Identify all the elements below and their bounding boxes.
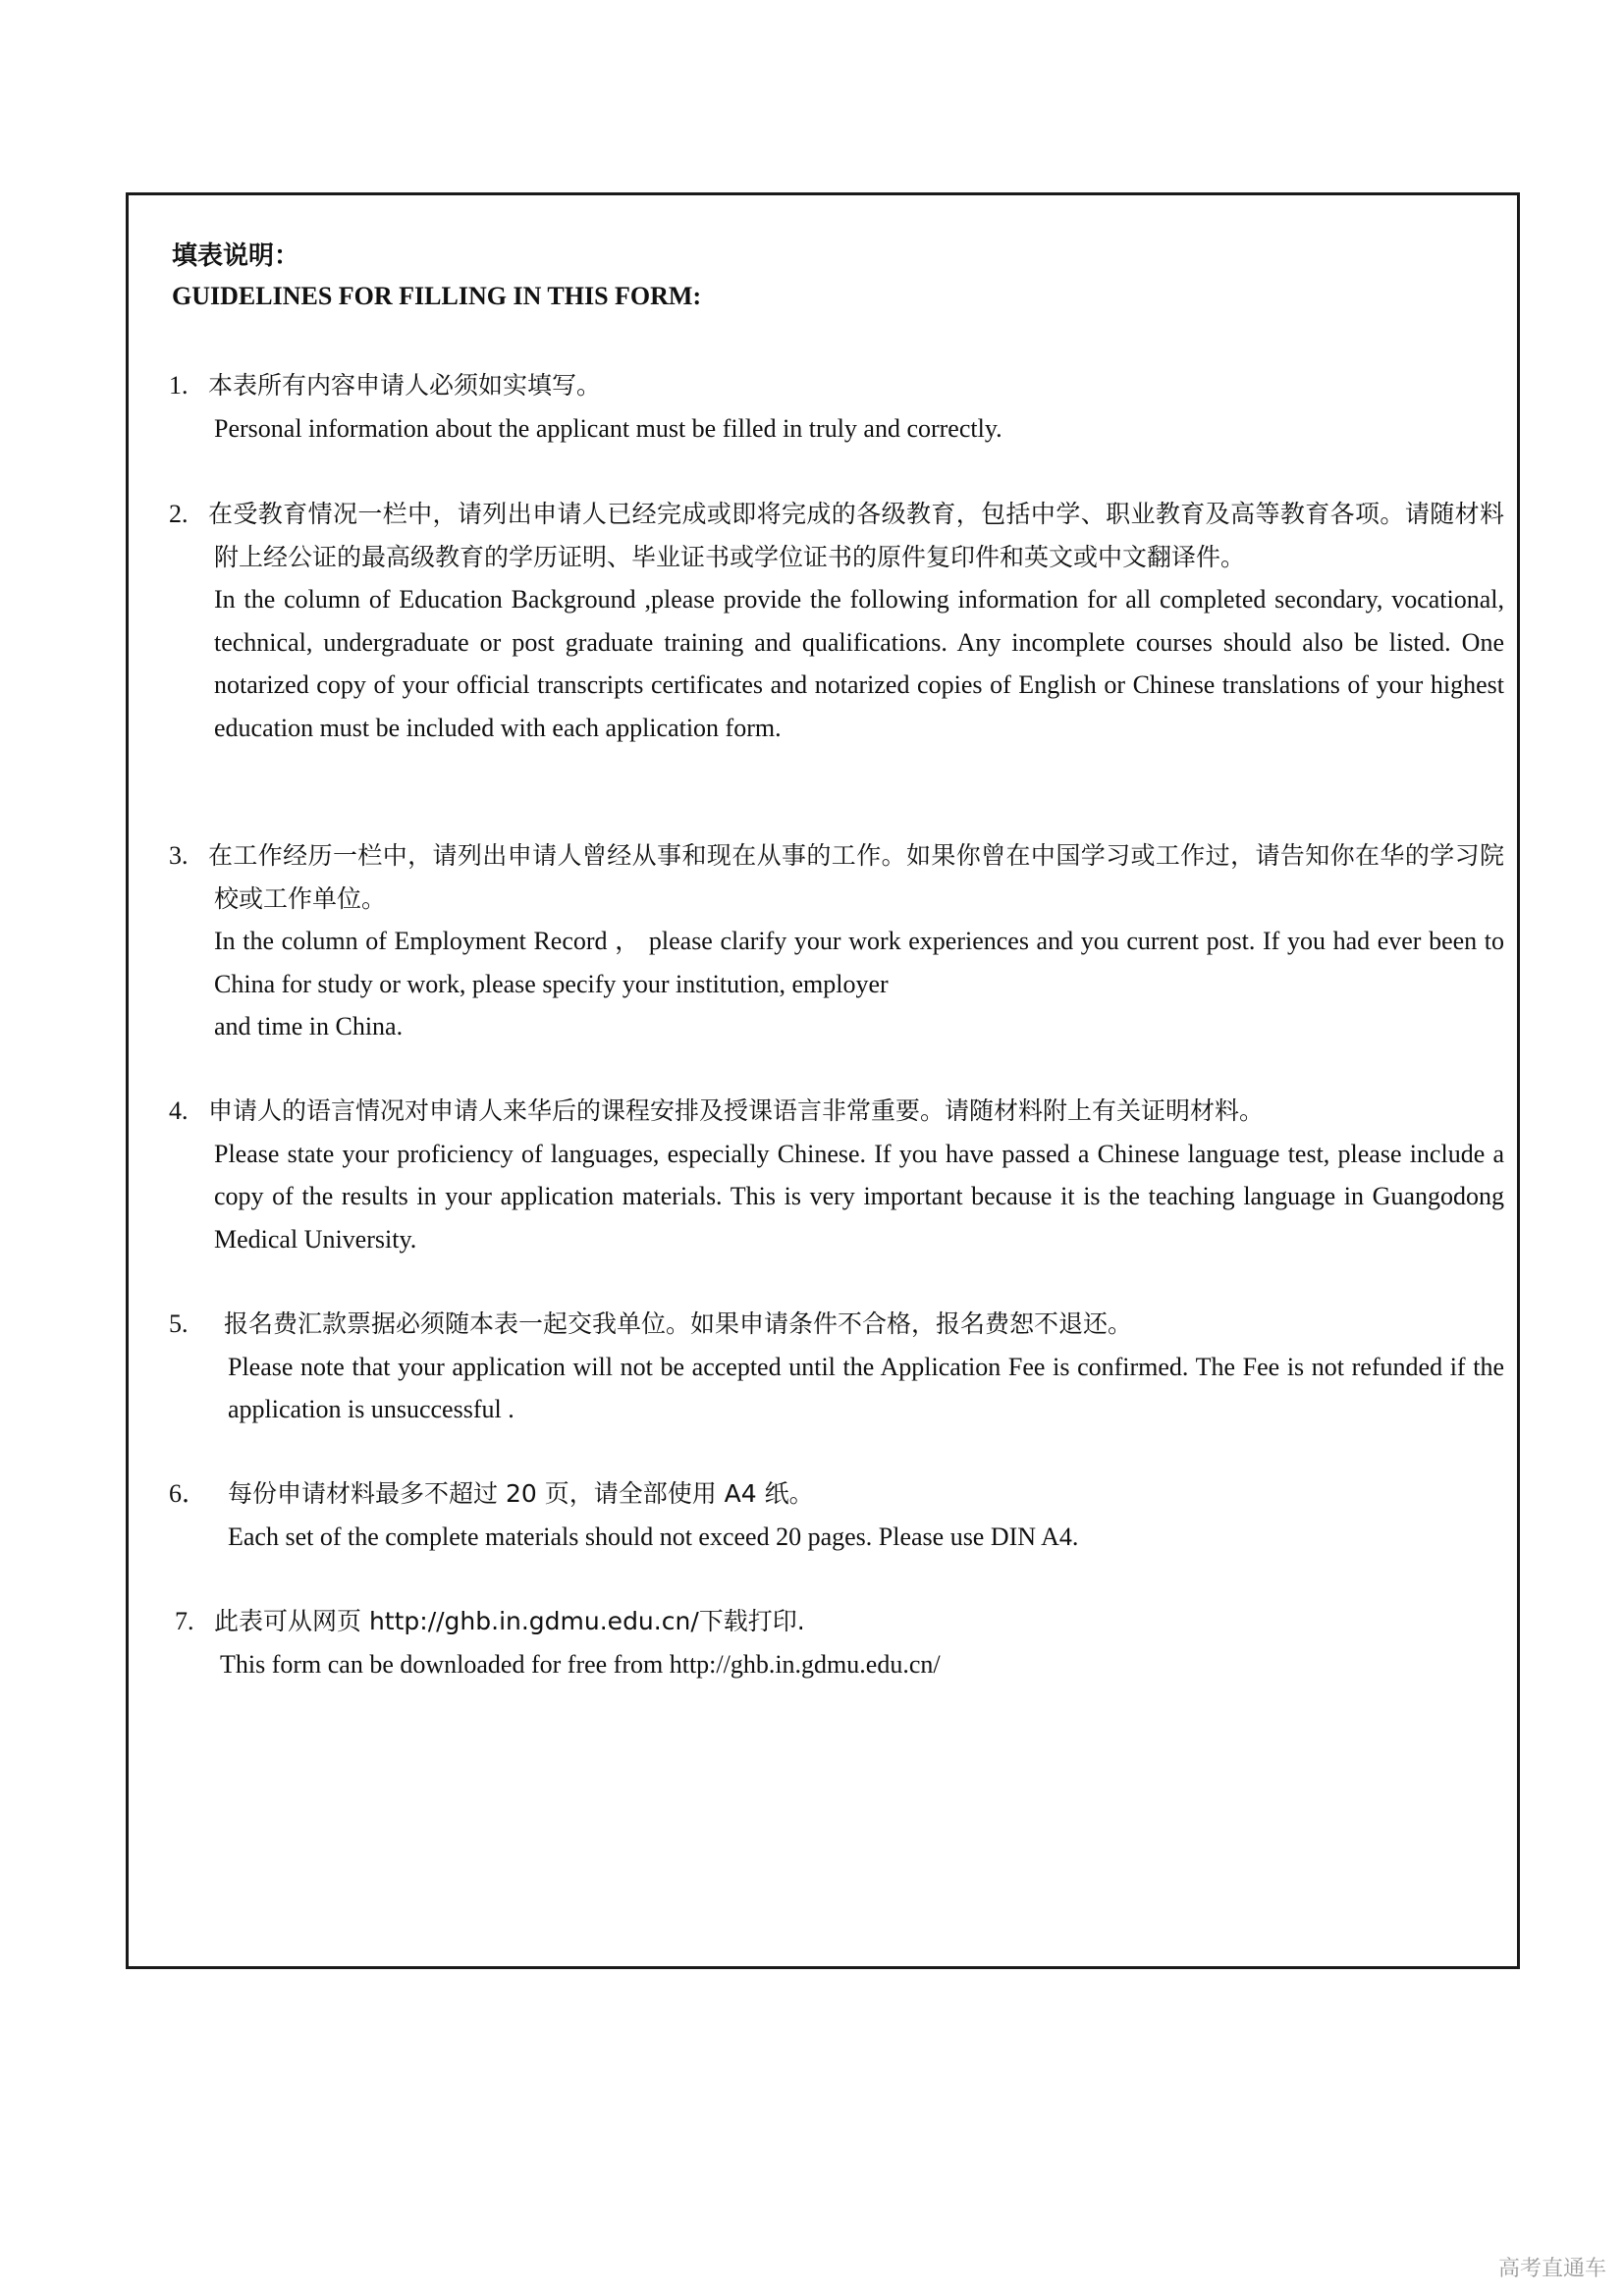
item-chinese-text: 此表可从网页 http://ghb.in.gdmu.edu.cn/下载打印. [214,1607,805,1635]
item-number: 5. [169,1309,189,1338]
item-chinese-text: 每份申请材料最多不超过 20 页，请全部使用 A4 纸。 [228,1479,814,1508]
guideline-item-7 [175,1600,1510,1685]
guideline-item-2 [169,493,1504,749]
heading-english: GUIDELINES FOR FILLING IN THIS FORM: [172,282,702,310]
guideline-item-6 [169,1472,1504,1558]
item-english-text: Please state your proficiency of languages, especially Chinese. If you have passed a Chinese language test, please include a copy of the results in your application materials. This is very important because it is the teaching language in Guangodong Medical University. [214,1139,1504,1254]
item-english-text-continued: and time in China. [214,1012,404,1041]
item-english-text: In the column of Employment Record ， please clarify your work experiences and you current post. If you had ever been to China for study or work, please specify your institution, employer [214,927,1504,998]
item-english-text: Each set of the complete materials should not exceed 20 pages. Please use DIN A4. [228,1522,1079,1551]
item-number: 4. [169,1096,189,1125]
guideline-item-5 [169,1303,1504,1431]
item-english-text: Personal information about the applicant must be filled in truly and correctly. [214,413,1002,443]
item-number: 2. [169,500,189,528]
watermark: 高考直通车 [1497,2257,1606,2281]
item-chinese-text: 本表所有内容申请人必须如实填写。 [208,371,602,400]
item-english-text: Please note that your application will not be accepted until the Application Fee is confirmed. The Fee is not refunded if the application is unsuccessful . [228,1352,1504,1423]
form-border [126,192,1520,1969]
guideline-item-4 [169,1090,1504,1260]
item-chinese-text: 在受教育情况一栏中，请列出申请人已经完成或即将完成的各级教育，包括中学、职业教育及高等教育各项。请随材料附上经公证的最高级教育的学历证明、毕业证书或学位证书的原件复印件和英文或中文翻译件。 [208,500,1504,571]
item-number: 3. [169,841,189,870]
item-chinese-text: 申请人的语言情况对申请人来华后的课程安排及授课语言非常重要。请随材料附上有关证明材料。 [208,1096,1265,1125]
guideline-item-1 [169,364,1504,450]
guideline-item-3 [169,834,1504,1048]
item-english-text: This form can be downloaded for free from http://ghb.in.gdmu.edu.cn/ [220,1649,941,1679]
item-english-text: In the column of Education Background ,please provide the following information for all completed secondary, vocational, technical, undergraduate or post graduate training and qualifications. Any incomplete courses should also be listed. One notarized copy of your official transcripts certificates and notarized copies of English or Chinese translations of your highest education must be included with each application form. [214,585,1504,742]
item-chinese-text: 报名费汇款票据必须随本表一起交我单位。如果申请条件不合格，报名费恕不退还。 [224,1309,1133,1338]
heading-chinese: 填表说明： [172,241,300,271]
item-number: 7. [175,1607,194,1635]
item-number: 6． [169,1479,208,1508]
item-number: 1. [169,371,189,400]
item-chinese-text: 在工作经历一栏中，请列出申请人曾经从事和现在从事的工作。如果你曾在中国学习或工作过，请告知你在华的学习院校或工作单位。 [208,841,1504,913]
